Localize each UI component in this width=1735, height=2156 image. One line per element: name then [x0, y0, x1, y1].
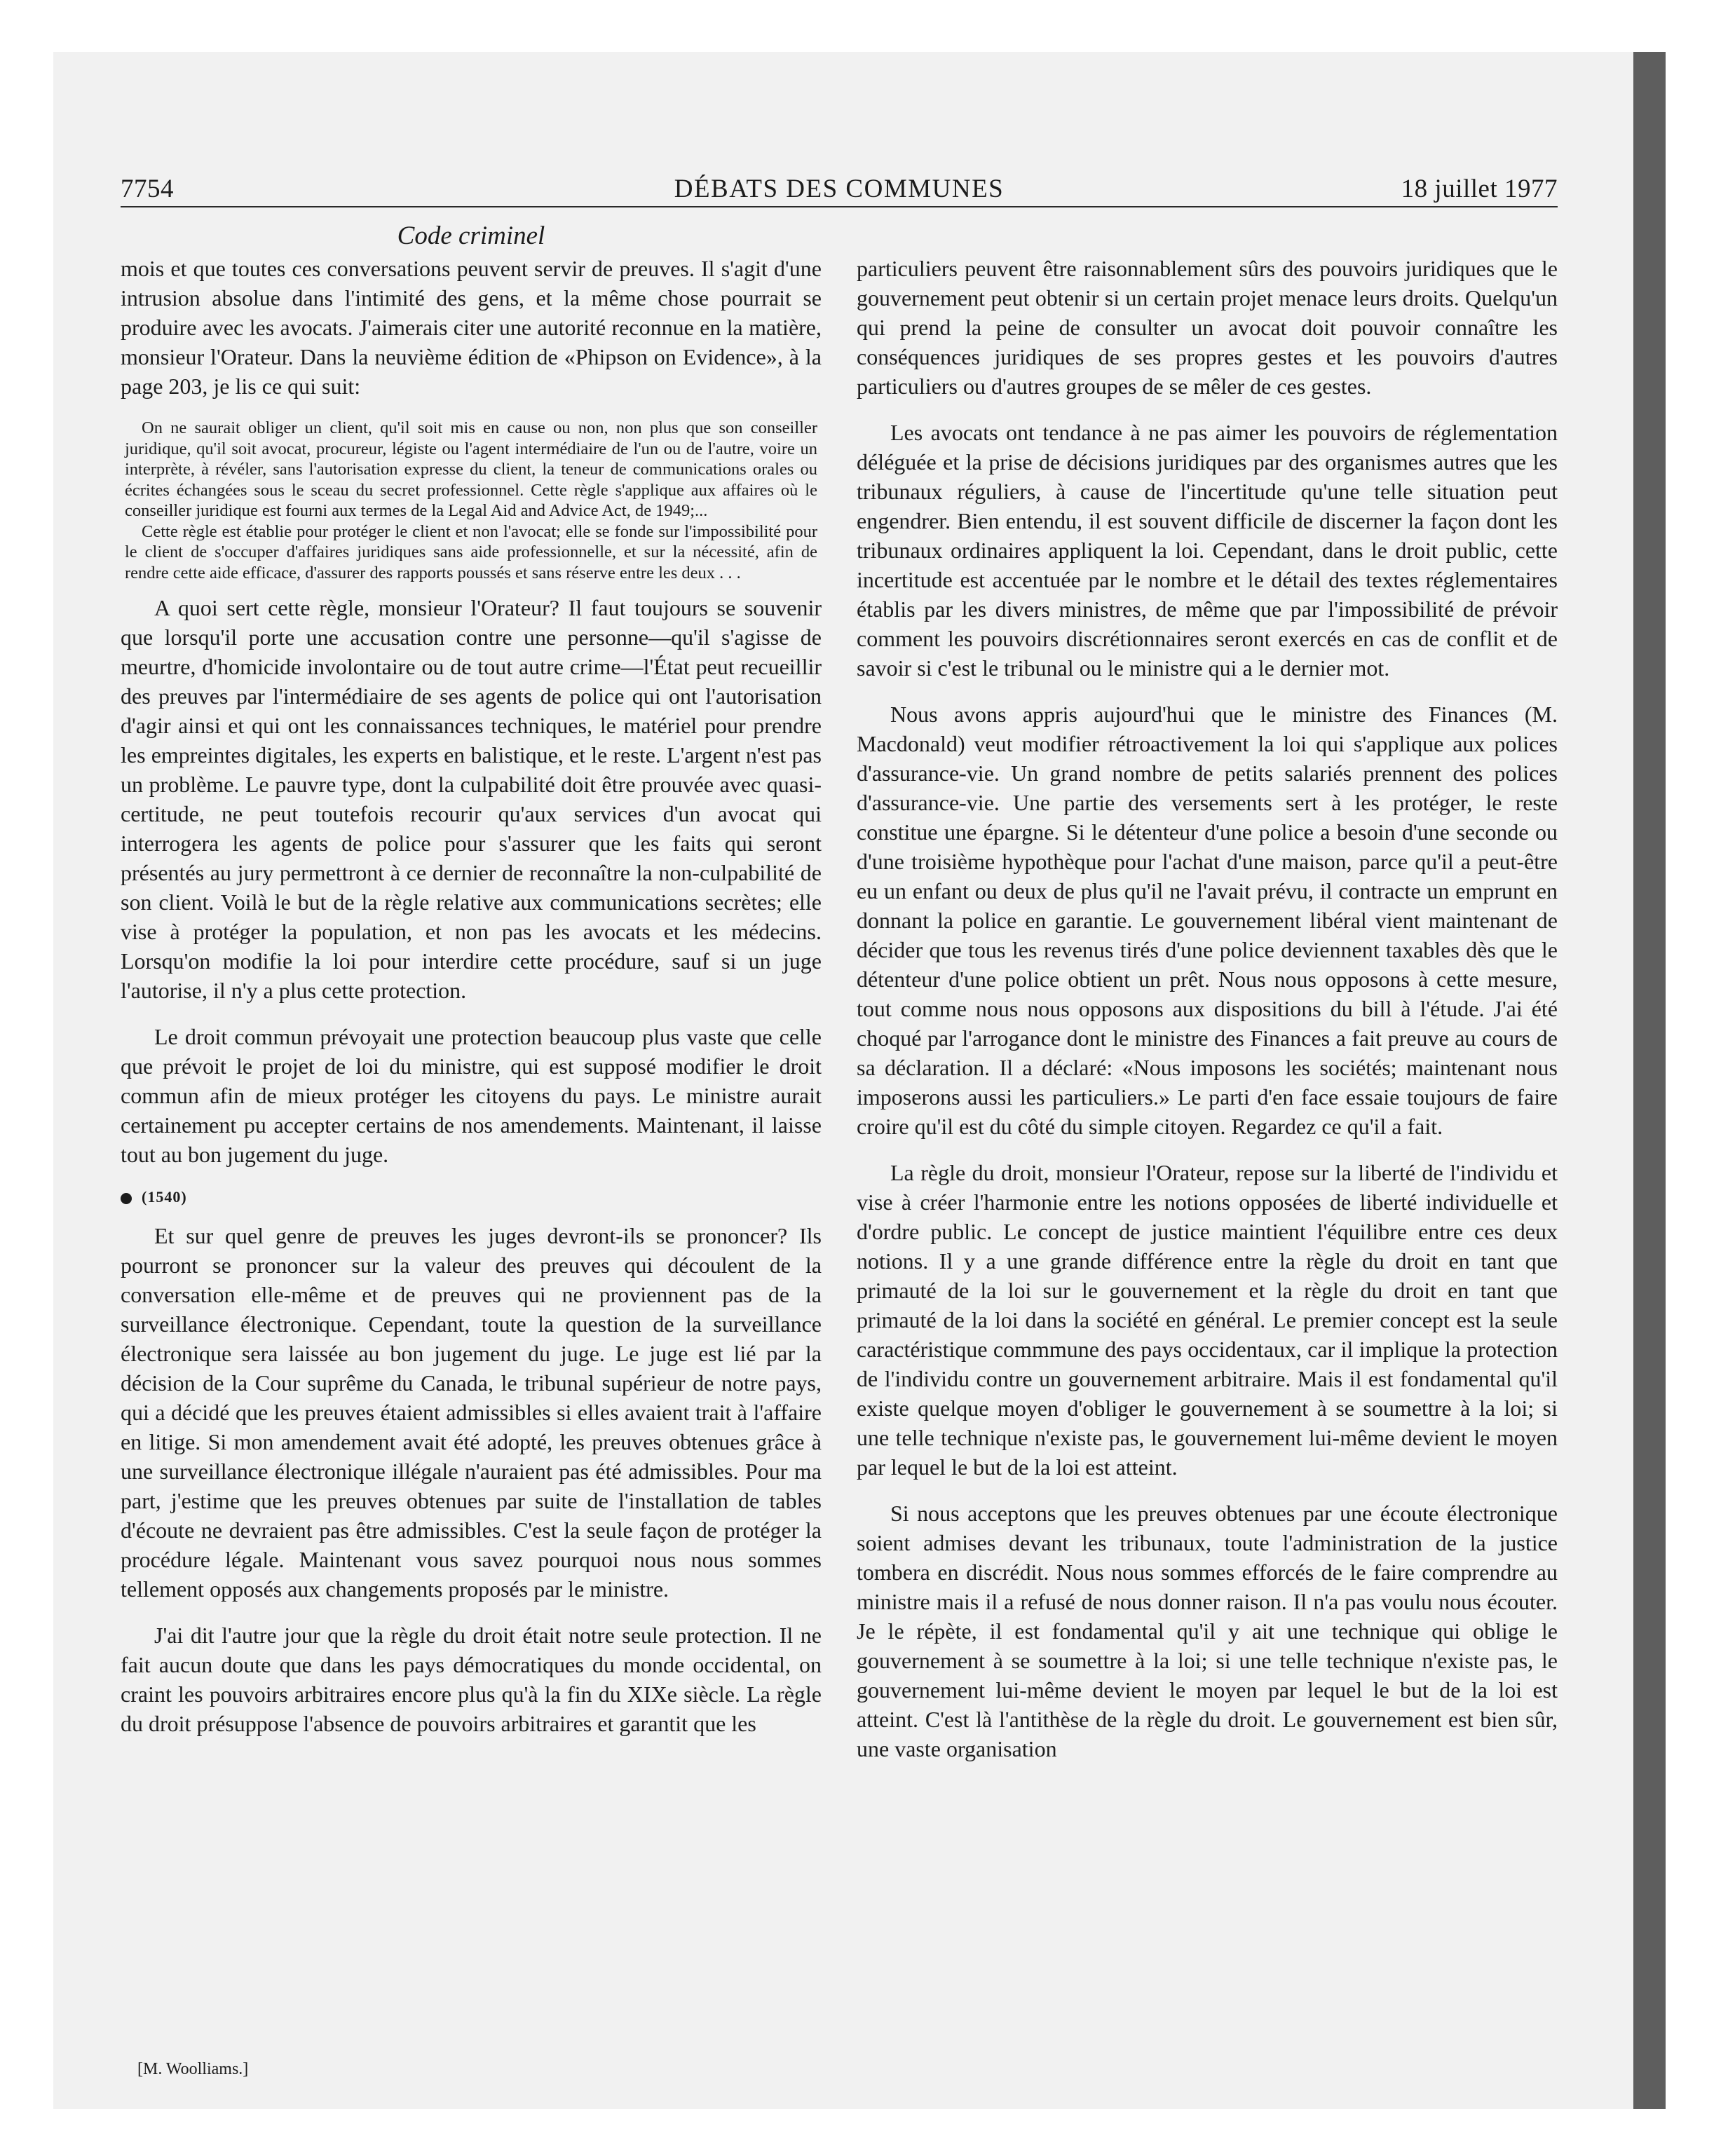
- paragraph: Le droit commun prévoyait une protection beaucoup plus vaste que celle que prévoit le projet de loi du ministre, qui est supposé modifier le droit commun afin de mieux protéger les citoyens du pays. Le ministre aurait certainement pu accepter certains de nos amendements. Maintenant, il laisse tout au bon jugement du juge.: [121, 1024, 822, 1167]
- paragraph: mois et que toutes ces conversations peuvent servir de preuves. Il s'agit d'une intrusion absolue dans l'intimité des gens, et la même chose pourrait se produire avec les avocats. J'aimerais citer une autorité reconnue en la matière, monsieur l'Orateur. Dans la neuvième édition de «Phipson on Evidence», à la page 203, je lis ce qui suit:: [121, 256, 822, 399]
- block-quote: [121, 418, 822, 583]
- quote-paragraph: On ne saurait obliger un client, qu'il soit mis en cause ou non, non plus que son conseiller juridique, qu'il soit avocat, procureur, légiste ou l'agent intermédiaire de l'un ou de l'autre, voire un interprète, à révéler, sans l'autorisation expresse du client, la teneur de communications orales ou écrites échangées sous le sceau du secret professionnel. Cette règle s'applique aux affaires où le conseiller juridique est fourni aux termes de la Legal Aid and Advice Act, de 1949;...: [125, 418, 817, 520]
- section-title: Code criminel: [397, 221, 545, 250]
- paragraph: La règle du droit, monsieur l'Orateur, repose sur la liberté de l'individu et vise à créer l'harmonie entre les notions opposées de liberté individuelle et d'ordre public. Le concept de justice maintient l'équilibre entre ces deux notions. Il y a une grande différence entre la règle du droit en tant que primauté de la loi sur le gouvernement et la règle du droit en tant que primauté de la loi dans la société en général. Le premier concept est la seule caractéristique commmune des pays occidentaux, car il implique la protection de l'individu contre un gouvernement arbitraire. Mais il est fondamental qu'il existe quelque moyen d'obliger le gouvernement à se soumettre à la loi; si une telle technique n'existe pas, le gouvernement lui-même devient le moyen par lequel le but de la loi est atteint.: [857, 1160, 1558, 1480]
- paragraph: J'ai dit l'autre jour que la règle du droit était notre seule protection. Il ne fait aucun doute que dans les pays démocratiques du monde occidental, on craint les pouvoirs arbitraires encore plus qu'à la fin du XIXe siècle. La règle du droit présuppose l'absence de pouvoirs arbitraires et garantit que les: [121, 1623, 822, 1736]
- right-column: [857, 254, 1558, 1780]
- page-number: 7754: [121, 175, 174, 203]
- left-column: [121, 254, 822, 1755]
- speaker-attribution: [M. Woolliams.]: [137, 2060, 249, 2078]
- paragraph: particuliers peuvent être raisonnablement sûrs des pouvoirs juridiques que le gouvernement peut obtenir si un certain projet menace leurs droits. Quelqu'un qui prend la peine de consulter un avocat doit pouvoir connaître les conséquences juridiques de ses propres gestes et les pouvoirs d'autres particuliers ou d'autres groupes de se mêler de ces gestes.: [857, 256, 1558, 399]
- paragraph: Et sur quel genre de preuves les juges devront-ils se prononcer? Ils pourront se prononcer sur la valeur des preuves qui découlent de la conversation elle-même et de preuves qui ne proviennent pas de la surveillance électronique. Cependant, toute la question de la surveillance électronique sera laissée au bon jugement du juge. Le juge est lié par la décision de la Cour suprême du Canada, le tribunal supérieur de notre pays, qui a décidé que les preuves étaient admissibles si elles avaient trait à l'affaire en litige. Si mon amendement avait été adopté, les preuves obtenues grâce à une surveillance électronique illégale n'auraient pas été admissibles. Pour ma part, j'estime que les preuves obtenues par suite de l'installation de tables d'écoute ne devraient pas être admissibles. C'est la seule façon de protéger la procédure légale. Maintenant vous savez pourquoi nous nous sommes tellement opposés aux changements proposés par le ministre.: [121, 1223, 822, 1602]
- publication-title: DÉBATS DES COMMUNES: [674, 175, 1005, 203]
- quote-paragraph: Cette règle est établie pour protéger le client et non l'avocat; elle se fonde sur l'impossibilité pour le client de s'occuper d'affaires juridiques sans aide professionnelle, et sur la nécessité, afin de rendre cette aide efficace, d'assurer des rapports poussés et sans réserve entre les deux . . .: [125, 521, 817, 582]
- paragraph: A quoi sert cette règle, monsieur l'Orateur? Il faut toujours se souvenir que lorsqu'il porte une accusation contre une personne—qu'il s'agisse de meurtre, d'homicide involontaire ou de tout autre crime—l'État peut recueillir des preuves par l'intermédiaire de ses agents de police qui ont l'autorisation d'agir ainsi et qui ont les connaissances techniques, le matériel pour prendre les empreintes digitales, les experts en balistique, et le reste. L'argent n'est pas un problème. Le pauvre type, dont la culpabilité doit être prouvée avec quasi-certitude, ne peut toutefois recourir qu'aux services d'un avocat qui interrogera les agents de police pour s'assurer que les faits qui seront présentés au jury permettront à ce dernier de reconnaître la non-culpabilité de son client. Voilà le but de la règle relative aux communications secrètes; elle vise à protéger la population, et non pas les avocats et les médecins. Lorsqu'on modifie la loi pour interdire cette procédure, sauf si un juge l'autorise, il n'y a plus cette protection.: [121, 595, 822, 1003]
- paragraph: Si nous acceptons que les preuves obtenues par une écoute électronique soient admises devant les tribunaux, toute l'administration de la justice tombera en discrédit. Nous nous sommes efforcés de le faire comprendre au ministre mais il a refusé de nous donner raison. Il n'a pas voulu nous écouter. Je le répète, il est fondamental qu'il y ait une technique qui oblige le gouvernement à se soumettre à la loi; si une telle technique n'existe pas, le gouvernement lui-même devient le moyen par lequel le but de la loi est atteint. C'est là l'antithèse de la règle du droit. Le gouvernement est bien sûr, une vaste organisation: [857, 1501, 1558, 1761]
- paragraph: Les avocats ont tendance à ne pas aimer les pouvoirs de réglementation déléguée et la prise de décisions juridiques par des organismes autres que les tribunaux réguliers, à cause de l'incertitude qu'une telle situation peut engendrer. Bien entendu, il est souvent difficile de discerner la façon dont les tribunaux ordinaires appliquent la loi. Cependant, dans le droit public, cette incertitude est accentuée par le nombre et le détail des textes réglementaires établis par les divers ministres, de même que par l'impossibilité de prévoir comment les pouvoirs discrétionnaires seront exercés en cas de conflit et de savoir si c'est le tribunal ou le ministre qui a le dernier mot.: [857, 420, 1558, 681]
- timestamp: (1540): [142, 1188, 187, 1206]
- bullet-icon: [121, 1193, 132, 1204]
- timestamp-marker: [121, 1183, 822, 1211]
- header-rule: [121, 206, 1558, 207]
- scan-edge-bar: [1633, 52, 1666, 2109]
- paragraph: Nous avons appris aujourd'hui que le ministre des Finances (M. Macdonald) veut modifier rétroactivement la loi qui s'applique aux polices d'assurance-vie. Un grand nombre de petits salariés prennent des polices d'assurance-vie. Une partie des versements sert à les protéger, le reste constitue une épargne. Si le détenteur d'une police a besoin d'une seconde ou d'une troisième hypothèque pour l'achat d'une maison, parce qu'il a peut-être eu un enfant ou deux de plus qu'il ne l'avait prévu, il contracte un emprunt en donnant la police en garantie. Le gouvernement libéral vient maintenant de décider que tous les revenus tirés d'une police deviennent taxables dès que le détenteur d'une police obtient un prêt. Nous nous opposons à cette mesure, tout comme nous nous opposons aux dispositions du bill à l'étude. J'ai été choqué par l'arrogance dont le ministre des Finances a fait preuve au cours de sa déclaration. Il a déclaré: «Nous imposons les sociétés; maintenant nous imposerons aussi les particuliers.» Le parti d'en face essaie toujours de faire croire qu'il est du côté du simple citoyen. Regardez ce qu'il a fait.: [857, 702, 1558, 1139]
- page-header: [121, 171, 1558, 207]
- publication-date: 18 juillet 1977: [1401, 175, 1558, 203]
